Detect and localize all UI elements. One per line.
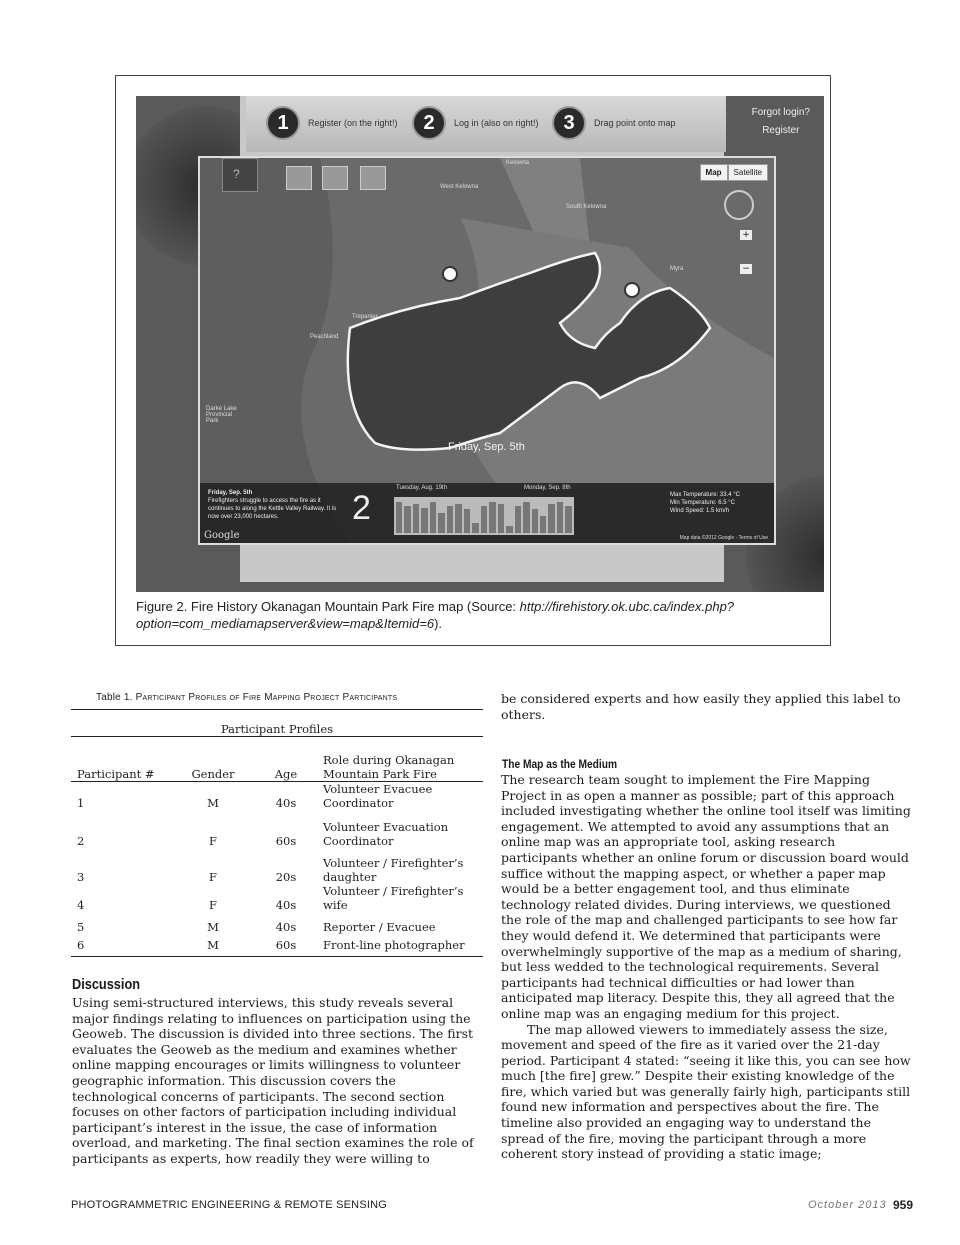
- cell-gender: M: [207, 796, 219, 810]
- cell-age: 40s: [275, 796, 297, 810]
- cell-participant: 1: [77, 796, 85, 810]
- map-date-label: Friday, Sep. 5th: [448, 441, 525, 453]
- cell-role: Volunteer / Firefighter’s wife: [323, 884, 464, 912]
- footer-date: October 2013: [808, 1199, 887, 1211]
- map-attribution: Map data ©2012 Google - Terms of Use: [679, 535, 768, 541]
- timeline-day-bar[interactable]: [489, 502, 495, 533]
- map-type-toggle: [700, 164, 768, 181]
- wind-speed: Wind Speed: 1.5 km/h: [670, 508, 730, 514]
- fire-marker-icon[interactable]: [442, 266, 458, 282]
- cell-gender: F: [209, 898, 217, 912]
- figure-caption-end: ).: [434, 616, 443, 631]
- cell-role: Volunteer Evacuee Coordinator: [323, 782, 433, 810]
- zoom-out-button[interactable]: −: [740, 264, 752, 274]
- pan-control-icon[interactable]: [724, 190, 754, 220]
- discussion-body: [72, 995, 484, 1167]
- timeline-day-bar[interactable]: [447, 506, 453, 533]
- place-label: Kelowna: [506, 160, 530, 166]
- timeline-event: [208, 489, 348, 521]
- timeline-day-bar[interactable]: [396, 502, 402, 533]
- timeline-day-bar[interactable]: [455, 504, 461, 533]
- timeline-day-bar[interactable]: [481, 506, 487, 533]
- map-medium-paragraph-1: The research team sought to implement the Fire Mapping Project in as open a manner as possible; part of this approach included investigating whether the online tool itself was limiting engagement. We attempted to avoid any assumptions that an online map was an appropriate tool, asking research participants whether an online forum or discussion board would suffice without the mapping aspect, or whether a paper map would be a better engagement tool, and thus eliminate technology related divides. During interviews, we questioned the role of the map and challenged participants to see how far they would defend it. We determined that participants were overwhelmingly supportive of the map as a medium of sharing, but less wedded to the technological requirements. Several participants had technical difficulties or had lower than anticipated map literacy. Despite this, they all agreed that the online map was an engaging medium for this project.: [501, 772, 911, 1021]
- steps-bar: [246, 96, 726, 152]
- timeline-day-bar[interactable]: [515, 506, 521, 533]
- cell-participant: 4: [77, 898, 85, 912]
- column-header-participant: Participant #: [71, 737, 171, 782]
- table-row: [71, 884, 483, 912]
- timeline-event-title: Friday, Sep. 5th: [208, 490, 253, 496]
- column-header-role: Role during Okanagan Mountain Park Fire: [317, 737, 483, 782]
- discussion-paragraph: Using semi-structured interviews, this study reveals several major findings relating to influences on participation using the Geoweb. The discussion is divided into three sections. The first evaluates the Geoweb as the medium and examines whether online mapping encourages or limits willingness to volunteer geographic information. This discussion covers the technological concerns of participants. The second section focuses on other factors of participation including individual participant’s interest in the issue, the case of information overload, and marketing. The final section examines the role of participants as experts, how readily they were willing to: [72, 995, 474, 1166]
- cell-age: 60s: [255, 934, 317, 956]
- timeline-end-date: Monday, Sep. 8th: [524, 485, 571, 491]
- timeline-day-bar[interactable]: [421, 508, 427, 534]
- cell-role: Reporter / Evacuee: [323, 920, 436, 934]
- step-label: Drag point onto map: [594, 118, 676, 128]
- map-medium-subheading: The Map as the Medium: [502, 757, 618, 771]
- table-row: [71, 912, 483, 934]
- map-type-satellite-button[interactable]: Satellite: [728, 164, 768, 181]
- column-header-gender: Gender: [171, 737, 255, 782]
- fullscreen-tool-button[interactable]: [286, 166, 312, 190]
- cell-age: 20s: [275, 870, 297, 884]
- timeline-panel: [200, 483, 774, 543]
- step-label: Log in (also on right!): [454, 118, 539, 128]
- timeline-event-text: Firefighters struggle to access the fire as it continues to along the Kettle Valley Railway. It is now over 23,000 hectares.: [208, 498, 337, 520]
- cell-gender: F: [209, 870, 217, 884]
- step-number: 3: [552, 106, 586, 140]
- zoom-in-button[interactable]: +: [740, 230, 752, 240]
- timeline-day-bar[interactable]: [430, 502, 436, 533]
- timeline-day-bar[interactable]: [548, 504, 554, 533]
- timeline-day-bar[interactable]: [404, 506, 410, 533]
- timeline-day-bar[interactable]: [464, 509, 470, 533]
- fire-marker-icon[interactable]: [624, 282, 640, 298]
- place-label: Myra: [670, 266, 684, 272]
- cell-gender: M: [207, 920, 219, 934]
- cell-participant: 2: [77, 834, 85, 848]
- help-tab[interactable]: [222, 158, 258, 192]
- table-group-header: Participant Profiles: [71, 710, 483, 737]
- timeline-day-bar[interactable]: [413, 504, 419, 533]
- cell-role: Volunteer Evacuation Coordinator: [323, 820, 449, 848]
- table-row: [71, 810, 483, 848]
- place-label: Peachland: [310, 334, 339, 340]
- forgot-login-link: Forgot login?: [751, 107, 810, 118]
- home-tool-button[interactable]: [322, 166, 348, 190]
- cell-gender: M: [171, 934, 255, 956]
- timeline-day-bar[interactable]: [540, 516, 546, 533]
- weather-readout: [670, 491, 740, 515]
- cell-role: Front-line photographer: [317, 934, 483, 956]
- figure-screenshot: [136, 96, 824, 592]
- min-temperature: Min Temperature: 6.5 °C: [670, 500, 735, 506]
- timeline-day-bar[interactable]: [565, 506, 571, 533]
- cell-participant: 3: [77, 870, 85, 884]
- continuation-paragraph: be considered experts and how easily they applied this label to others.: [501, 691, 901, 722]
- footer-page-number: 959: [893, 1198, 914, 1212]
- figure-caption: [136, 598, 816, 632]
- timeline-day-bar[interactable]: [438, 513, 444, 533]
- table-row: [71, 848, 483, 884]
- max-temperature: Max Temperature: 33.4 °C: [670, 492, 740, 498]
- timeline-day-bar[interactable]: [506, 526, 512, 533]
- table-row: [71, 782, 483, 811]
- timeline-day-bar[interactable]: [472, 523, 478, 533]
- step-register: [266, 108, 398, 138]
- participant-profiles-table: [71, 709, 483, 957]
- timeline-day-bar[interactable]: [523, 502, 529, 533]
- map-medium-paragraph-2: The map allowed viewers to immediately assess the size, movement and speed of the fire as it varied over the 21-day period. Participant 4 stated: “seeing it like this, you can see how much [the fire] grew.” Despite their existing knowledge of the fire, which varied but was generally fairly high, participants still found new information and perspectives about the fire. The timeline also provided an engaging way to understand the spread of the fire, moving the participant through a more coherent story instead of providing a static image;: [501, 1021, 911, 1162]
- place-label: West Kelowna: [440, 184, 479, 190]
- place-label: Darke Lake Provincial Park: [206, 406, 237, 424]
- timeline-slider[interactable]: [394, 497, 574, 535]
- cell-participant: 6: [71, 934, 171, 956]
- table-caption: [96, 692, 397, 703]
- zoom-control: [740, 230, 752, 274]
- layers-tool-button[interactable]: [360, 166, 386, 190]
- step-number: 2: [412, 106, 446, 140]
- place-label: Trepanier: [352, 314, 378, 320]
- step-drag-point: [552, 108, 676, 138]
- figure-caption-text: Figure 2. Fire History Okanagan Mountain Park Fire map (Source:: [136, 599, 520, 614]
- timeline-day-bar[interactable]: [532, 509, 538, 533]
- step-login: [412, 108, 539, 138]
- column-header-age: Age: [255, 737, 317, 782]
- timeline-day-bar[interactable]: [557, 502, 563, 533]
- timeline-day-number: 2: [352, 489, 371, 527]
- footer-journal-name: PHOTOGRAMMETRIC ENGINEERING & REMOTE SENSING: [71, 1199, 388, 1211]
- cell-age: 40s: [275, 920, 297, 934]
- figure-caption-url: http://firehistory.ok.ubc.ca/index.php?option=com_mediamapserver&view=map&Itemid=6: [136, 599, 735, 631]
- step-label: Register (on the right!): [308, 118, 398, 128]
- register-link: Register: [762, 125, 800, 136]
- discussion-heading: Discussion: [72, 976, 141, 993]
- login-links: [752, 104, 810, 140]
- cell-age: 60s: [275, 834, 297, 848]
- table-row: [71, 934, 483, 956]
- table-caption-label: Table 1.: [96, 692, 133, 703]
- step-number: 1: [266, 106, 300, 140]
- map-type-map-button[interactable]: Map: [700, 164, 728, 181]
- timeline-day-bar[interactable]: [498, 504, 504, 533]
- timeline-start-date: Tuesday, Aug. 19th: [396, 485, 448, 491]
- place-label: South Kelowna: [566, 204, 607, 210]
- continuation-text: [501, 691, 913, 722]
- cell-age: 40s: [275, 898, 297, 912]
- cell-participant: 5: [77, 920, 85, 934]
- cell-role: Volunteer / Firefighter’s daughter: [323, 856, 464, 884]
- map-medium-body: [501, 772, 913, 1162]
- cell-gender: F: [209, 834, 217, 848]
- google-logo: Google: [204, 530, 240, 541]
- help-icon: ?: [233, 167, 240, 181]
- table-caption-title: Participant Profiles of Fire Mapping Project Participants: [135, 692, 398, 703]
- fire-map: [198, 156, 776, 545]
